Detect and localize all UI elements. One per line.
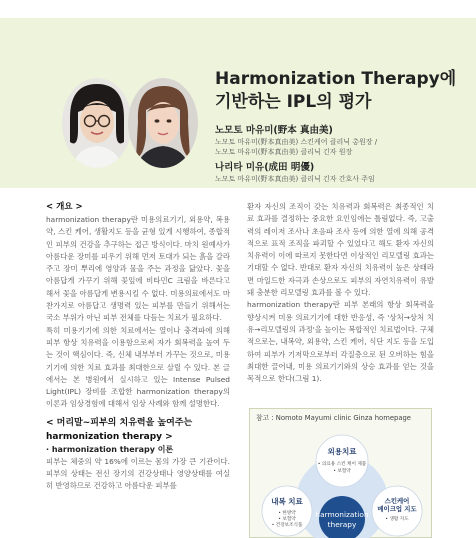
left-column — [46, 201, 230, 493]
author-list — [215, 124, 470, 188]
author-role: 노모토 마유미(野本真由美) 클리닉 긴자 간호사 주임 — [215, 175, 375, 183]
top-band — [0, 0, 476, 18]
author-photo-nomoto — [62, 78, 132, 168]
right-column — [247, 201, 434, 385]
body-paragraph: 환자 자신의 조직이 갖는 치유력과 회복력은 최종적인 치료 효과를 결정하는 중요한 요인임에는 틀림없다. 즉, 고출력의 레이저 조사나 초음파 조사 등에 의한 열에 의해 공격적으로 표적 조직을 파괴할 수 있었다고 해도 환자 자신의 치유력이 이에 따르지 못한다면 이상적인 리모델링 효과는 기대할 수 없다. 반대로 환자 자신의 치유력이 높은 상태라면 마일드한 자극과 손상으로도 피부의 자연치유력이 유발돼 충분한 리모델링 효과를 볼 수 있다. — [247, 202, 434, 298]
external-item: • 보험약 — [333, 469, 351, 474]
external-item: • 의료용 스킨 케어 제품 — [317, 462, 367, 467]
section-subheading: · harmonization therapy 이론 — [46, 444, 174, 454]
internal-item: • 보험약 — [278, 517, 296, 522]
figure-1-box — [249, 408, 432, 538]
section-heading — [46, 416, 230, 444]
body-paragraph: 피부는 체중의 약 16%에 이르는 몸의 가장 큰 기관이다. 피부의 상태는 전신 장기의 건강상태나 영양상태를 여실히 반영하므로 건강하고 아름다운 피부를 — [46, 456, 230, 491]
center-label-line-1: harmonization — [315, 510, 369, 519]
section-heading-line-1: < 머리말~피부의 치유력을 높여주는 — [46, 417, 193, 428]
author-role: 노모토 마유미(野本真由美) 스킨케어 클리닉 총원장 / — [215, 138, 378, 146]
internal-title: 내복 치료 — [271, 497, 303, 506]
author-name: 나리타 미유(成田 明優) — [215, 162, 315, 173]
overview-heading: < 개요 > — [46, 202, 83, 212]
center-label-line-2: therapy — [327, 520, 357, 529]
overview-paragraph: harmonization therapy란 미용의료기기, 외용약, 복용약, 스킨 케어, 생활지도 등을 균형 있게 시행하여, 종합적인 피부의 건강을 추구하는 접근 방식이다. 마치 원예사가 아름다운 장미를 피우기 위해 먼저 토대가 되는 흙을 갈라주고 장미 뿌리에 영양과 물을 주는 과정을 닮았다. 꽃을 아름답게 가꾸기 위해 꽃잎에 비타민C 크림을 바른다고 해서 꽃을 아름답게 변용시킬 수 없다. 미용의료에서도 마찬가지로 아름답고 생명력 있는 피부를 만들기 위해서는 국소 부위가 아닌 피부 전체를 다듬는 치료가 필요하다. — [46, 215, 230, 323]
harmonization-diagram — [250, 423, 433, 538]
headline-line-1: Harmonization Therapy에 — [215, 69, 457, 89]
author-block-1 — [215, 124, 470, 157]
body-paragraph: harmonization therapy란 피부 본래의 항상 회복력을 향상시켜 미용 의료기기에 대한 반응성, 즉 '상처→상처 치유→리모델링의 과정'을 높이는 복합적인 치료법이다. 구체적으로는, 내복약, 외용약, 스킨 케어, 식단 지도 등을 도입하여 피부가 기저막으로부터 각질층으로 된 오버하는 힘을 최대한 끌어내, 미용 의료기기와의 상승 효과를 얻는 것을 목적으로 한다(그림 1). — [247, 300, 434, 384]
article-header — [0, 18, 476, 188]
section-heading-line-2: harmonization therapy > — [46, 431, 173, 442]
author-photo-narita — [128, 78, 198, 168]
internal-item: • 한방약 — [278, 511, 296, 516]
headline-line-2: 기반하는 IPL의 평가 — [215, 92, 372, 112]
author-name: 노모토 마유미(野本 真由美) — [215, 125, 333, 136]
internal-item: • 건강보조식품 — [271, 523, 303, 528]
external-title: 외용치료 — [327, 447, 357, 456]
overview-paragraph: 특히 미용기기에 의한 치료에서는 열이나 충격파에 의해 피부 항상 치유력을 이용함으로써 자가 회복력을 높여 두는 것이 핵심이다. 즉, 신체 내부부터 가꾸는 것으로, 미용 기기에 의한 치료 효과를 최대한으로 살릴 수 있다. 본 글에서는 본 병원에서 실시하고 있는 Intense Pulsed Light(IPL) 장비를 조합한 harmonization therapy의 이론과 임상경험에 대해서 임상 사례와 함께 설명한다. — [46, 325, 230, 409]
skincare-title-line-2: 메이크업 지도 — [377, 505, 417, 513]
figure-caption: 참고 : Nomoto Mayumi clinic Ginza homepage — [256, 414, 411, 422]
skincare-item: • 생활 지도 — [385, 517, 409, 522]
skincare-title-line-1: 스킨케어 — [384, 497, 410, 505]
external-treatment-node — [316, 435, 368, 487]
author-block-2 — [215, 161, 470, 184]
author-role: 노모토 마유미(野本真由美) 클리닉 긴자 원장 — [215, 148, 353, 156]
article-headline — [215, 68, 470, 114]
